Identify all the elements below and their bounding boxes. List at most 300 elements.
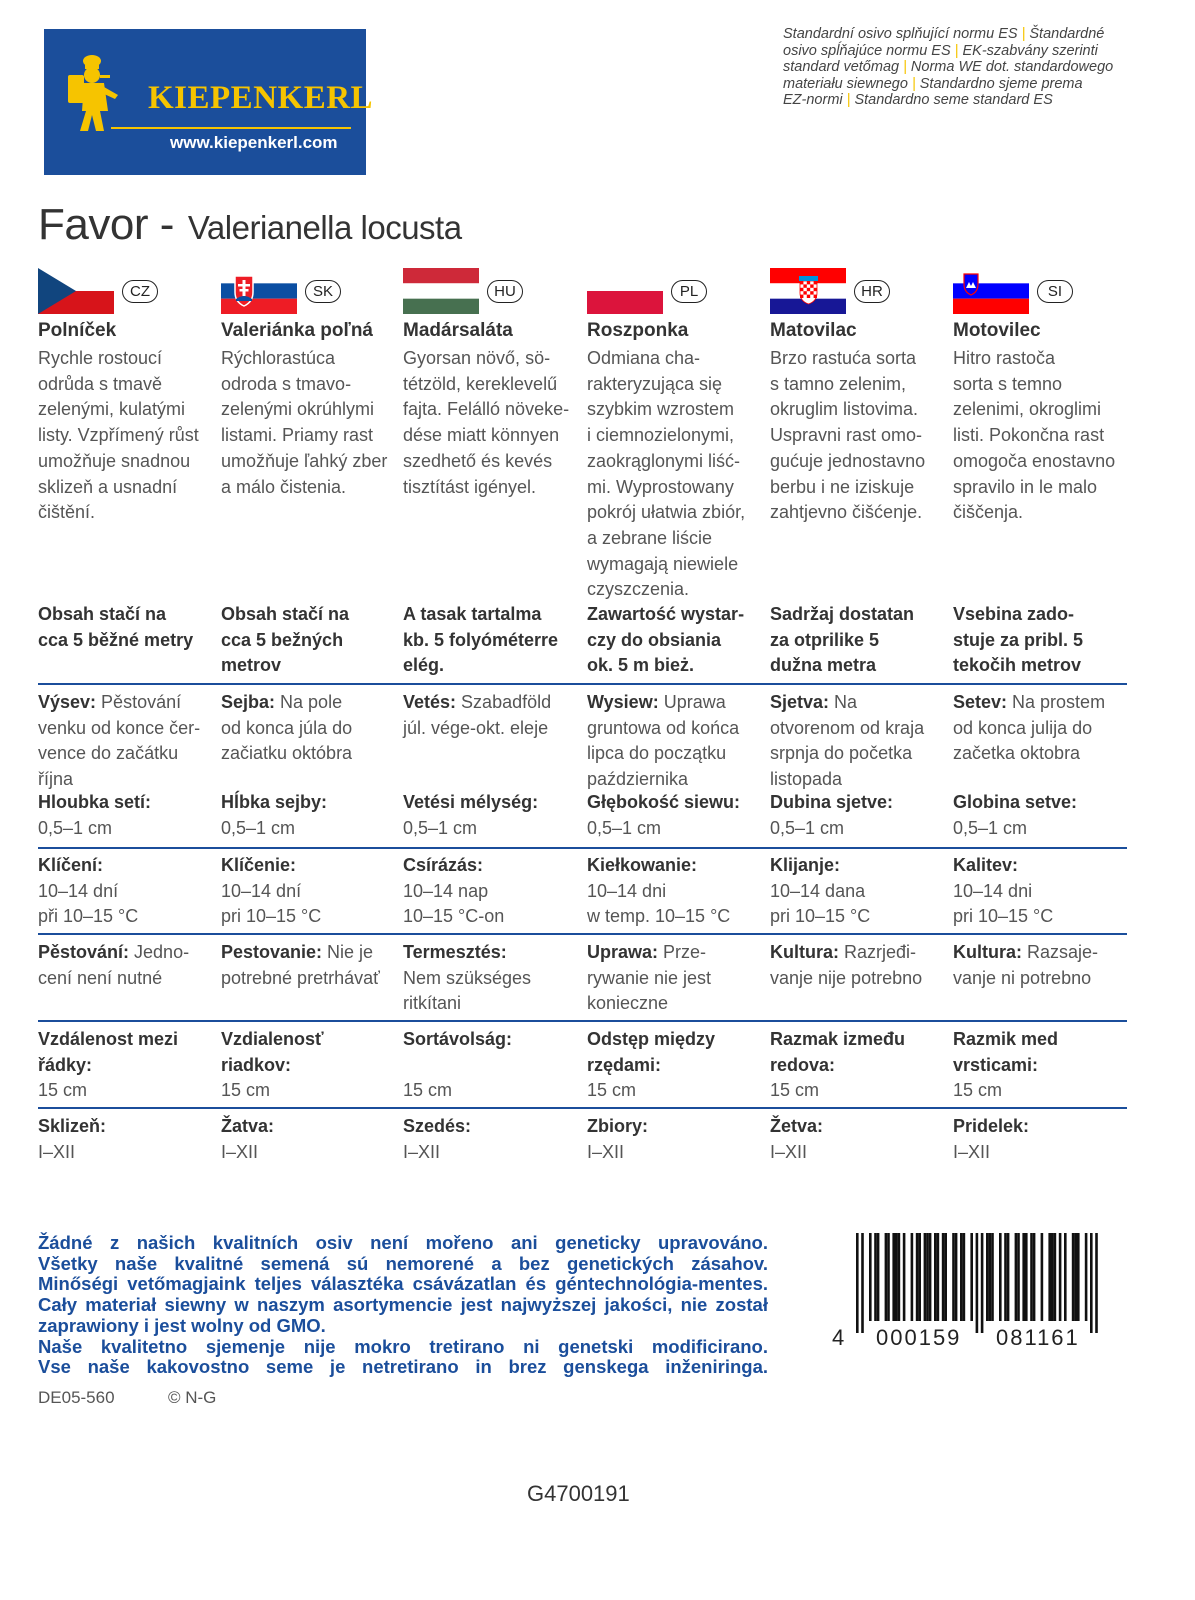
barcode-bar: [929, 1233, 932, 1321]
row-distance-label: Vzdálenost mezi: [38, 1029, 179, 1049]
depth-label: Globina setve:: [953, 792, 1078, 812]
barcode-bar: [970, 1233, 973, 1321]
sowing-label: Wysiew:: [587, 692, 659, 712]
country-code-badge: PL: [671, 280, 707, 303]
row-distance-value: 15 cm: [953, 1080, 1003, 1101]
barcode-bar: [937, 1233, 940, 1321]
depth-label: Głębokość siewu:: [587, 792, 741, 812]
description-line: tisztítást igényel.: [403, 476, 537, 497]
harvest-value: I–XII: [953, 1141, 991, 1162]
barcode-bar: [942, 1233, 945, 1321]
crop-name: Madársaláta: [403, 320, 513, 341]
description: [953, 346, 1143, 526]
row-distance-value: 15 cm: [770, 1080, 820, 1101]
standard-seed-note: [783, 26, 1128, 109]
barcode-bar: [895, 1233, 898, 1321]
standard-text: EZ-normi: [783, 92, 843, 108]
barcode-bars: [830, 1233, 1110, 1333]
barcode-bar: [1048, 1233, 1051, 1321]
barcode-bar: [887, 1233, 890, 1321]
harvest-value: I–XII: [770, 1141, 808, 1162]
description-line: Brzo rastuća sorta: [770, 348, 917, 368]
flag-si-icon: [953, 268, 1029, 314]
sowing-text: venku od konce čer-: [38, 717, 201, 738]
cultivation-info: [403, 940, 507, 966]
barcode-bar: [856, 1233, 859, 1333]
logo-divider: [111, 127, 351, 129]
divider-line: [38, 847, 1127, 849]
harvest-value: I–XII: [38, 1141, 76, 1162]
barcode-bar: [1022, 1233, 1025, 1321]
cultivation-info: [953, 940, 1098, 966]
language-column-hr: [770, 268, 946, 523]
barcode-bar: [960, 1233, 963, 1321]
standard-text: EK-szabvány szerinti: [962, 42, 1098, 59]
language-column-hu: [403, 268, 579, 497]
description: [38, 346, 228, 526]
row-distance-value: 15 cm: [38, 1080, 88, 1101]
crop-name: Polníček: [38, 320, 117, 341]
barcode-bar: [926, 1233, 929, 1321]
barcode-digit-prefix: 4: [832, 1325, 845, 1350]
germination-label: Klíčení:: [38, 855, 104, 875]
germination-value: 10–14 dní: [221, 880, 302, 901]
barcode-bar: [916, 1233, 919, 1321]
separator: |: [842, 92, 855, 108]
row-distance-value: 15 cm: [587, 1080, 637, 1101]
flag-cz-icon: [38, 268, 114, 314]
cultivation-info: [221, 940, 373, 966]
flag-row: [403, 268, 579, 314]
copyright: © N-G: [168, 1388, 217, 1407]
description: [403, 346, 593, 500]
country-code-badge: SK: [305, 280, 341, 303]
country-code-badge: HR: [854, 280, 890, 303]
flag-hr-icon: [770, 268, 846, 314]
sowing-info: [221, 690, 342, 716]
sowing-text: gruntowa od końca: [587, 717, 740, 738]
description-line: szybkim wzrostem: [587, 399, 735, 420]
cultivation-text: ritkítani: [403, 993, 462, 1014]
germination-value: 10–14 dni: [953, 880, 1033, 901]
germination-label: Klijanje:: [770, 855, 841, 875]
cultivation-text: cení není nutné: [38, 967, 163, 988]
sowing-label: Vetés:: [403, 692, 457, 712]
cultivation-text: Nem szükséges: [403, 967, 532, 988]
sowing-text: začiatku októbra: [221, 743, 353, 764]
barcode-bar: [986, 1233, 989, 1321]
harvest-label: Szedés:: [403, 1116, 472, 1136]
crop-name: Valeriánka poľná: [221, 320, 373, 341]
depth-value: 0,5–1 cm: [403, 817, 478, 838]
description-line: tétzöld, kereklevelű: [403, 373, 558, 394]
sowing-text: júl. vége-okt. eleje: [403, 717, 549, 738]
sowing-text: listopada: [770, 769, 843, 790]
depth-value: 0,5–1 cm: [587, 817, 662, 838]
barcode-bar: [944, 1233, 947, 1321]
cultivation-text: Razsaje-: [1022, 942, 1099, 962]
description-line: zelenými, kulatými: [38, 399, 186, 420]
description-line: sklizeň a usnadní: [38, 476, 178, 497]
flag-row: [770, 268, 946, 314]
description-line: umožňuje ľahký zber: [221, 450, 388, 471]
description-line: listami. Priamy rast: [221, 425, 374, 446]
barcode-bar: [955, 1233, 958, 1321]
description-line: a málo čistenia.: [221, 476, 347, 497]
sowing-label: Sjetva:: [770, 692, 830, 712]
description-line: odrůda s tmavě: [38, 373, 163, 394]
flag-pl-icon: [587, 268, 663, 314]
kiepenkerl-logo: [44, 29, 374, 175]
barcode-bar: [1051, 1233, 1054, 1321]
barcode-bar: [999, 1233, 1002, 1321]
description-line: umožňuje snadnou: [38, 450, 191, 471]
barcode-digits-left: 000159: [876, 1325, 962, 1350]
description-line: okruglim listovima.: [770, 399, 919, 420]
barcode-bar: [952, 1233, 955, 1321]
product-title: [38, 200, 462, 250]
notice-line: Žádné z našich kvalitních osiv není mořeno ani geneticky upravováno.: [38, 1232, 768, 1253]
barcode-bar: [1017, 1233, 1020, 1321]
flag-row: [587, 268, 763, 314]
standard-text: materiału siewnego: [783, 75, 908, 92]
brand-url[interactable]: www.kiepenkerl.com: [170, 133, 338, 152]
barcode-bar: [934, 1233, 937, 1321]
language-column-pl: [587, 268, 763, 600]
sowing-text: začetka oktobra: [953, 743, 1081, 764]
description-line: Hitro rastoča: [953, 348, 1056, 368]
germination-value: 10–14 dní: [38, 880, 119, 901]
flag-hu-icon: [403, 268, 479, 314]
crop-name: Motovilec: [953, 320, 1041, 341]
content-amount: elég.: [403, 655, 445, 676]
barcode-bar: [869, 1233, 872, 1321]
cultivation-text: Jedno-: [129, 942, 190, 962]
cultivation-text: rywanie nie jest: [587, 967, 712, 988]
cultivation-label: Pěstování:: [38, 942, 130, 962]
cultivation-info: [770, 940, 916, 966]
divider-line: [38, 1107, 1127, 1109]
sowing-text: od konca júla do: [221, 717, 353, 738]
sowing-text: října: [38, 769, 74, 790]
germination-value: pri 10–15 °C: [953, 906, 1054, 927]
depth-label: Hloubka setí:: [38, 792, 152, 812]
description-line: a zebrane liście: [587, 527, 713, 548]
content-amount: kb. 5 folyóméterre: [403, 629, 559, 650]
content-amount: stuje za pribl. 5: [953, 629, 1084, 650]
germination-label: Kalitev:: [953, 855, 1019, 875]
harvest-label: Žatva:: [221, 1116, 275, 1136]
description-line: Uspravni rast omo-: [770, 425, 923, 446]
description-line: mi. Wyprostowany: [587, 476, 734, 497]
article-code: DE05-560: [38, 1388, 115, 1407]
standard-text: standard vetőmag: [783, 59, 900, 75]
sowing-info: [953, 690, 1105, 716]
farmer-mascot-icon: [58, 53, 128, 135]
barcode-bar: [963, 1233, 966, 1321]
description-line: pokrój ułatwia zbiór,: [587, 502, 746, 523]
notice-line: Vse naše kakovostno seme je netretirano in brez genskega inženiringa.: [38, 1356, 768, 1378]
cultivation-text: konieczne: [587, 993, 669, 1014]
barcode-bar: [1064, 1233, 1067, 1321]
cultivation-label: Termesztés:: [403, 942, 507, 962]
standard-line: [783, 76, 1128, 93]
harvest-value: I–XII: [403, 1141, 441, 1162]
description-line: czyszczenia.: [587, 579, 690, 600]
harvest-value: I–XII: [221, 1141, 259, 1162]
barcode-bar: [918, 1233, 921, 1321]
germination-value: 10–14 dana: [770, 880, 866, 901]
standard-line: [783, 26, 1128, 43]
notice-line: zaprawiony i jest wolny od GMO.: [38, 1314, 326, 1336]
germination-value: pri 10–15 °C: [221, 906, 322, 927]
row-distance-label: řádky:: [38, 1054, 93, 1075]
standard-text: Standardno sjeme prema: [919, 75, 1083, 92]
barcode-bar: [1074, 1233, 1077, 1321]
description-line: rakteryzująca się: [587, 373, 723, 394]
notice-line: Naše kvalitetno sjemenje nije mokro tretirano ni genetski modificirano.: [38, 1335, 768, 1357]
notice-line: Minőségi vetőmagjaink teljes választéka csávázatlan és géntechnológia-mentes.: [38, 1273, 768, 1295]
description-line: odroda s tmavo-: [221, 373, 352, 394]
depth-value: 0,5–1 cm: [38, 817, 113, 838]
quality-notice: [38, 1233, 768, 1378]
barcode-bar: [1059, 1233, 1062, 1321]
content-amount: metrov: [221, 655, 282, 676]
standard-text: Standardno seme standard ES: [854, 92, 1053, 108]
description: [221, 346, 411, 500]
sowing-label: Výsev:: [38, 692, 97, 712]
description-line: zahtjevno čišćenje.: [770, 502, 923, 523]
sowing-info: [587, 690, 726, 716]
barcode-bar: [892, 1233, 895, 1321]
sowing-text: Na: [829, 692, 858, 712]
sowing-info: [403, 690, 551, 716]
cultivation-text: potrebné pretrhávať: [221, 967, 380, 988]
description-line: čiščenja.: [953, 502, 1024, 523]
description: [587, 346, 777, 603]
flag-sk-icon: [221, 268, 297, 314]
description-line: Odmiana cha-: [587, 348, 701, 368]
description-line: Gyorsan növő, sö-: [403, 348, 551, 368]
sowing-label: Setev:: [953, 692, 1008, 712]
row-distance-value: 15 cm: [403, 1080, 453, 1101]
barcode-bar: [911, 1233, 914, 1321]
sowing-label: Sejba:: [221, 692, 276, 712]
notice-line: Všetky naše kvalitné semená sú nemorené a bez genetických zásahov.: [38, 1252, 768, 1274]
brand-name: KIEPENKERL: [148, 80, 374, 116]
barcode-bar: [1095, 1233, 1098, 1333]
cultivation-label: Kultura:: [953, 942, 1022, 962]
language-column-cz: [38, 268, 214, 523]
barcode-bar: [903, 1233, 906, 1321]
cultivation-text: Razrjeđi-: [839, 942, 917, 962]
barcode-bar: [1025, 1233, 1028, 1321]
content-amount: tekočih metrov: [953, 655, 1082, 676]
content-amount: cca 5 běžné metry: [38, 629, 194, 650]
variety-name: Favor -: [38, 200, 174, 249]
description-line: čištění.: [38, 502, 96, 523]
barcode-bar: [861, 1233, 864, 1333]
cultivation-text: vanje nije potrebno: [770, 967, 923, 988]
row-distance-label: Razmak između: [770, 1029, 906, 1049]
content-amount: Obsah stačí na: [221, 604, 350, 624]
barcode-bar: [874, 1233, 877, 1321]
sowing-info: [770, 690, 857, 716]
barcode-digits-right: 081161: [996, 1325, 1080, 1350]
description-line: Rychle rostoucí: [38, 348, 163, 368]
language-column-sk: [221, 268, 397, 497]
germination-label: Klíčenie:: [221, 855, 297, 875]
depth-value: 0,5–1 cm: [221, 817, 296, 838]
country-code-badge: HU: [487, 280, 523, 303]
content-amount: Sadržaj dostatan: [770, 604, 915, 624]
separator: |: [907, 75, 920, 92]
content-amount: ok. 5 m bież.: [587, 655, 695, 676]
germination-label: Csírázás:: [403, 855, 484, 875]
notice-line: Cały materiał siewny w naszym asortymencie jest najwyższej jakości, nie został: [38, 1294, 768, 1316]
flag-row: [953, 268, 1129, 314]
description-line: dése miatt könnyen: [403, 425, 560, 446]
barcode-bar: [1085, 1233, 1088, 1321]
sowing-text: Szabadföld: [456, 692, 552, 712]
sowing-text: srpnja do početka: [770, 743, 913, 764]
sowing-text: Na pole: [275, 692, 343, 712]
depth-label: Hĺbka sejby:: [221, 792, 328, 812]
barcode-bar: [989, 1233, 992, 1321]
harvest-value: I–XII: [587, 1141, 625, 1162]
germination-value: 10–14 nap: [403, 880, 489, 901]
sowing-text: od konca julija do: [953, 717, 1093, 738]
barcode-bar: [885, 1233, 888, 1321]
crop-name: Roszponka: [587, 320, 689, 341]
depth-value: 0,5–1 cm: [770, 817, 845, 838]
content-amount: Obsah stačí na: [38, 604, 167, 624]
divider-line: [38, 933, 1127, 935]
barcode-bar: [898, 1233, 901, 1321]
row-distance-label: Sortávolság:: [403, 1029, 513, 1049]
separator: |: [950, 42, 963, 59]
barcode-bar: [1007, 1233, 1010, 1321]
description-line: zelenými okrúhlymi: [221, 399, 375, 420]
description-line: s tamno zelenim,: [770, 373, 907, 394]
content-amount: czy do obsiania: [587, 629, 722, 650]
row-distance-value: 15 cm: [221, 1080, 271, 1101]
barcode-bar: [1041, 1233, 1044, 1321]
flag-row: [221, 268, 397, 314]
description-line: zaokrąglonymi liść-: [587, 450, 741, 471]
barcode-bar: [1077, 1233, 1080, 1321]
description-line: gućuje jednostavno: [770, 450, 926, 471]
row-distance-label: redova:: [770, 1054, 836, 1075]
barcode-bar: [1015, 1233, 1018, 1321]
language-column-si: [953, 268, 1129, 523]
content-amount: A tasak tartalma: [403, 604, 542, 624]
row-distance-label: Razmik med: [953, 1029, 1059, 1049]
barcode-bar: [1054, 1233, 1057, 1321]
description-line: sorta s temno: [953, 373, 1063, 394]
standard-line: [783, 59, 1128, 76]
sowing-text: Uprawa: [658, 692, 726, 712]
barcode-bar: [877, 1233, 880, 1321]
description-line: listi. Pokončna rast: [953, 425, 1105, 446]
description-line: fajta. Felálló növeke-: [403, 399, 570, 420]
barcode-bar: [1030, 1233, 1033, 1321]
row-distance-label: riadkov:: [221, 1054, 292, 1075]
row-distance-label: vrsticami:: [953, 1054, 1039, 1075]
row-distance-label: Odstęp między: [587, 1029, 716, 1049]
description-line: zelenimi, okroglimi: [953, 399, 1102, 420]
harvest-label: Pridelek:: [953, 1116, 1030, 1136]
sowing-text: Pěstování: [96, 692, 182, 712]
germination-value: 10–15 °C-on: [403, 906, 505, 927]
cultivation-label: Kultura:: [770, 942, 839, 962]
content-amount: Vsebina zado-: [953, 604, 1075, 624]
description-line: Rýchlorastúca: [221, 348, 336, 368]
divider-line: [38, 683, 1127, 685]
description-line: listy. Vzpřímený růst: [38, 425, 199, 446]
content-amount: za otprilike 5: [770, 629, 880, 650]
standard-text: Norma WE dot. standardowego: [910, 59, 1114, 75]
barcode-bar: [976, 1233, 979, 1333]
description-line: berbu i ne iziskuje: [770, 476, 915, 497]
germination-value: 10–14 dni: [587, 880, 667, 901]
standard-text: osivo spĺňajúce normu ES: [783, 42, 951, 59]
germination-value: w temp. 10–15 °C: [587, 906, 731, 927]
barcode-bar: [1033, 1233, 1036, 1321]
standard-text: Štandardné: [1029, 26, 1105, 42]
depth-value: 0,5–1 cm: [953, 817, 1028, 838]
sowing-text: lipca do początku: [587, 743, 727, 764]
barcode-bar: [981, 1233, 984, 1333]
sowing-text: vence do začátku: [38, 743, 179, 764]
barcode-bar: [1072, 1233, 1075, 1321]
depth-label: Dubina sjetve:: [770, 792, 894, 812]
latin-name: Valerianella locusta: [187, 209, 462, 246]
sowing-info: [38, 690, 181, 716]
standard-line: [783, 92, 1128, 109]
flag-row: [38, 268, 214, 314]
print-code: G4700191: [527, 1481, 630, 1506]
description-line: omogoča enostavno: [953, 450, 1116, 471]
description-line: wymagają niewiele: [587, 553, 739, 574]
separator: |: [1017, 26, 1030, 42]
barcode: [830, 1233, 1110, 1363]
description: [770, 346, 960, 526]
germination-value: pri 10–15 °C: [770, 906, 871, 927]
row-distance-label: Vzdialenosť: [221, 1029, 324, 1049]
barcode-bar: [991, 1233, 994, 1321]
cultivation-text: Nie je: [322, 942, 374, 962]
description-line: szedhető és kevés: [403, 450, 553, 471]
content-amount: dužna metra: [770, 655, 877, 676]
sowing-text: Na prostem: [1007, 692, 1106, 712]
country-code-badge: SI: [1037, 280, 1073, 303]
cultivation-info: [587, 940, 706, 966]
country-code-badge: CZ: [122, 280, 158, 303]
cultivation-label: Uprawa:: [587, 942, 659, 962]
cultivation-text: vanje ni potrebno: [953, 967, 1092, 988]
separator: |: [899, 59, 911, 75]
barcode-bar: [1090, 1233, 1093, 1333]
cultivation-label: Pestovanie:: [221, 942, 323, 962]
cultivation-info: [38, 940, 189, 966]
standard-text: Standardní osivo splňující normu ES: [783, 26, 1018, 42]
harvest-label: Žetva:: [770, 1116, 824, 1136]
depth-label: Vetési mélység:: [403, 792, 539, 812]
germination-label: Kiełkowanie:: [587, 855, 698, 875]
cultivation-text: Prze-: [658, 942, 707, 962]
harvest-label: Sklizeň:: [38, 1116, 107, 1136]
